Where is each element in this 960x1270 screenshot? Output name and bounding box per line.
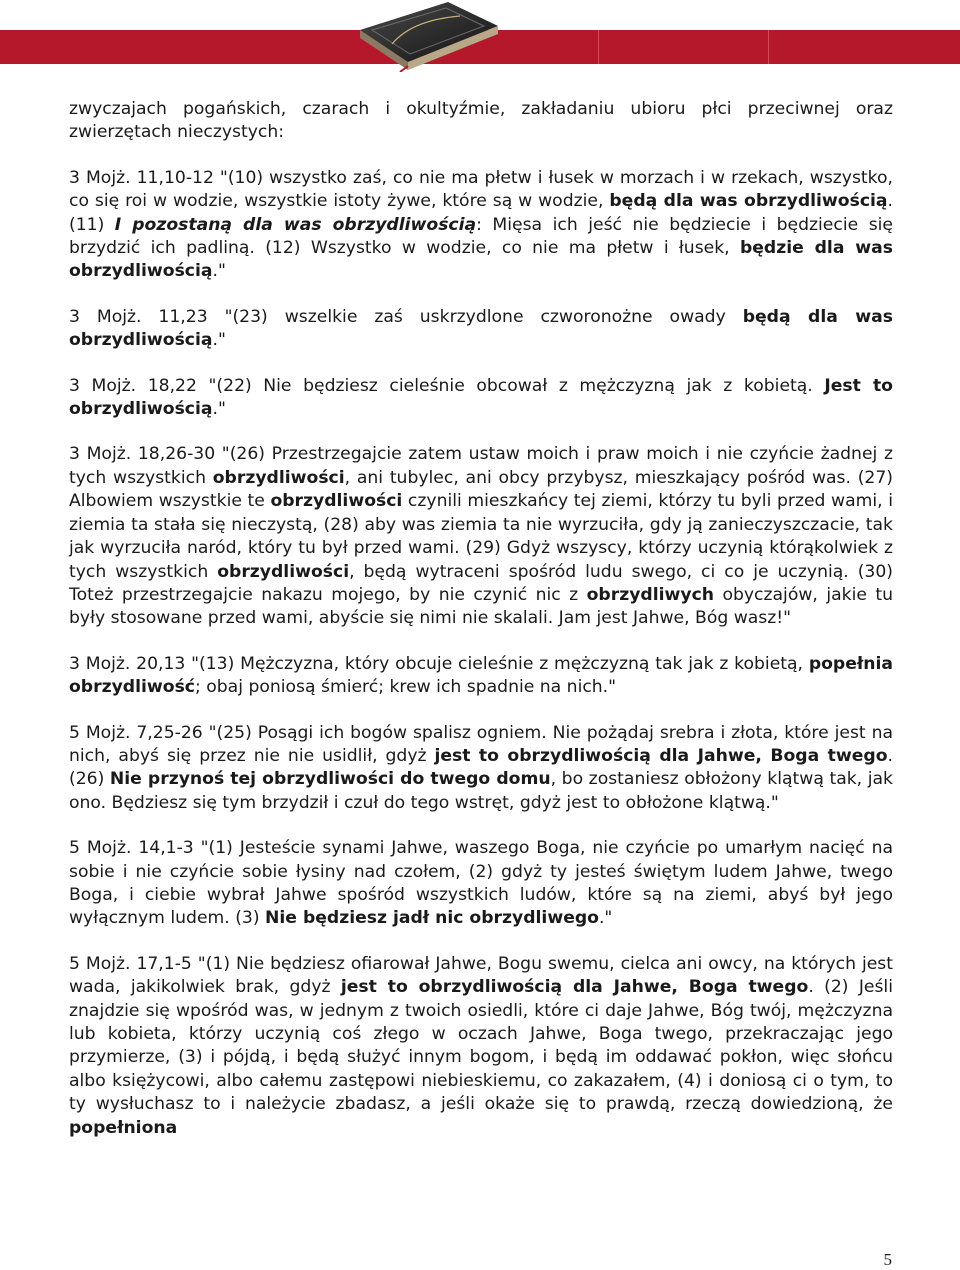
page-number: 5 (883, 1250, 892, 1269)
text-run: : Mięsa ich jeść nie będziecie i będziecie się brzydzić ich padliną. (12) Wszystko w wodzie, co nie ma płetw i łusek, (69, 214, 893, 259)
emphasized-text: Nie przynoś tej obrzydliwości do twego domu (109, 769, 551, 790)
emphasized-text: I pozostaną dla was obrzydliwością (114, 214, 477, 235)
emphasized-text: będą dla was obrzydliwością (609, 191, 888, 212)
text-run: ." (212, 399, 226, 420)
text-run: . (26) (69, 745, 893, 790)
text-run: 3 Mojż. 11,10-12 "(10) wszystko zaś, co nie ma płetw i łusek w morzach i w rzekach, wszystko, co się roi w wodzie, wszystkie istoty żywe, które są w wodzie, (69, 167, 893, 212)
emphasized-text: popełnia obrzydliwość (69, 653, 893, 698)
text-run: zwyczajach pogańskich, czarach i okultyźmie, zakładaniu ubioru płci przeciwnej oraz zwierzętach nieczystych: (69, 99, 893, 143)
header-divider (768, 30, 769, 64)
verse-paragraph (69, 653, 893, 700)
text-run: , ani tubylec, ani obcy przybysz, mieszkający pośród was. (27) Albowiem wszystkie te (69, 467, 894, 512)
emphasized-text: jest to obrzydliwością dla Jahwe, Boga twego (434, 745, 888, 766)
emphasized-text: będzie dla was obrzydliwością (69, 238, 893, 282)
emphasized-text: obrzydliwości (270, 491, 403, 512)
verse-paragraph (69, 722, 893, 816)
bible-book-image (352, 0, 502, 72)
text-run: 3 Mojż. 18,22 "(22) Nie będziesz cieleśnie obcował z mężczyzną jak z kobietą. (69, 375, 825, 396)
document-body (69, 98, 893, 1140)
text-run: 3 Mojż. 18,26-30 "(26) Przestrzegajcie zatem ustaw moich i praw moich i nie czyńcie żadnej z tych wszystkich (69, 444, 893, 488)
verse-paragraph (69, 443, 893, 630)
verse-paragraph (69, 953, 893, 1140)
text-run: 3 Mojż. 11,23 "(23) wszelkie zaś uskrzydlone czworonożne owady (69, 306, 743, 327)
text-run: , bo zostaniesz obłożony klątwą tak, jak ono. Będziesz się tym brzydził i czuł do tego wstręt, gdyż jest to obłożone klątwą." (69, 769, 893, 813)
text-run: , będą wytraceni spośród ludu swego, ci co je uczynią. (30) Toteż przestrzegajcie nakazu mojego, by nie czynić nic z (69, 561, 894, 605)
text-run: ; obaj poniosą śmierć; krew ich spadnie na nich." (195, 677, 617, 698)
emphasized-text: obrzydliwych (586, 584, 715, 605)
verse-paragraph (69, 375, 893, 422)
emphasized-text: popełniona (69, 1117, 178, 1138)
verse-paragraph (69, 98, 893, 145)
text-run: 5 Mojż. 14,1-3 "(1) Jesteście synami Jahwe, waszego Boga, nie czyńcie po umarłym nacięć na sobie i nie czyńcie sobie łysiny nad czołem, (2) gdyż ty jesteś świętym ludem Jahwe, twego Boga, i ciebie wybrał Jahwe spośród wszystkich ludów, które są na ziemi, abyś był jego wyłącznym ludem. (3) (69, 838, 893, 929)
emphasized-text: będą dla was obrzydliwością (69, 306, 893, 351)
text-run: . (11) (69, 191, 893, 235)
text-run: czynili mieszkańcy tej ziemi, którzy tu byli przed wami, i ziemia ta stała się nieczystą, (28) aby was ziemia ta nie wyrzuciła, gdy ją zanieczyszczacie, tak jak wyrzuciła naród, który tu był przed wami. (29) Gdyż wszyscy, którzy uczynią którąkolwiek z tych wszystkich (69, 491, 893, 582)
emphasized-text: Jest to obrzydliwością (69, 375, 893, 420)
text-run: obyczajów, jakie tu były stosowane przed wami, abyście się nimi nie skalali. Jam jest Jahwe, Bóg wasz!" (69, 584, 894, 629)
emphasized-text: obrzydliwości (212, 467, 345, 488)
text-run: ." (212, 261, 226, 282)
emphasized-text: jest to obrzydliwością dla Jahwe, Boga twego (340, 977, 809, 998)
text-run: 5 Mojż. 7,25-26 "(25) Posągi ich bogów spalisz ogniem. Nie pożądaj srebra i złota, które jest na nich, abyś się przez nie nie usidlił, gdyż (69, 722, 893, 766)
text-run: ." (598, 908, 613, 929)
verse-paragraph (69, 306, 893, 353)
text-run: 3 Mojż. 20,13 "(13) Mężczyzna, który obcuje cieleśnie z mężczyzną tak jak z kobietą, (69, 653, 809, 674)
emphasized-text: obrzydliwości (217, 561, 350, 582)
text-run: . (2) Jeśli znajdzie się wpośród was, w jednym z twoich osiedli, które ci daje Jahwe, Bóg twój, mężczyzna lub kobieta, którzy uczynią coś złego w oczach Jahwe, Boga twego, przekraczając jego przymierze, (3) i pójdą, i będą służyć innym bogom, i będą im oddawać pokłon, więc słońcu albo księżycowi, albo całemu zastępowi niebieskiemu, co zakazałem, (4) i doniosą ci o tym, to ty wysłuchasz to i należycie zbadasz, a jeśli okaże się to prawdą, rzeczą dowiedzioną, że (69, 977, 893, 1115)
verse-paragraph (69, 167, 893, 284)
text-run: 5 Mojż. 17,1-5 "(1) Nie będziesz ofiarował Jahwe, Bogu swemu, cielca ani owcy, na których jest wada, jakikolwiek brak, gdyż (69, 953, 893, 998)
verse-paragraph (69, 837, 893, 931)
header-divider (598, 30, 599, 64)
text-run: ." (212, 330, 226, 351)
emphasized-text: Nie będziesz jadł nic obrzydliwego (265, 908, 599, 929)
